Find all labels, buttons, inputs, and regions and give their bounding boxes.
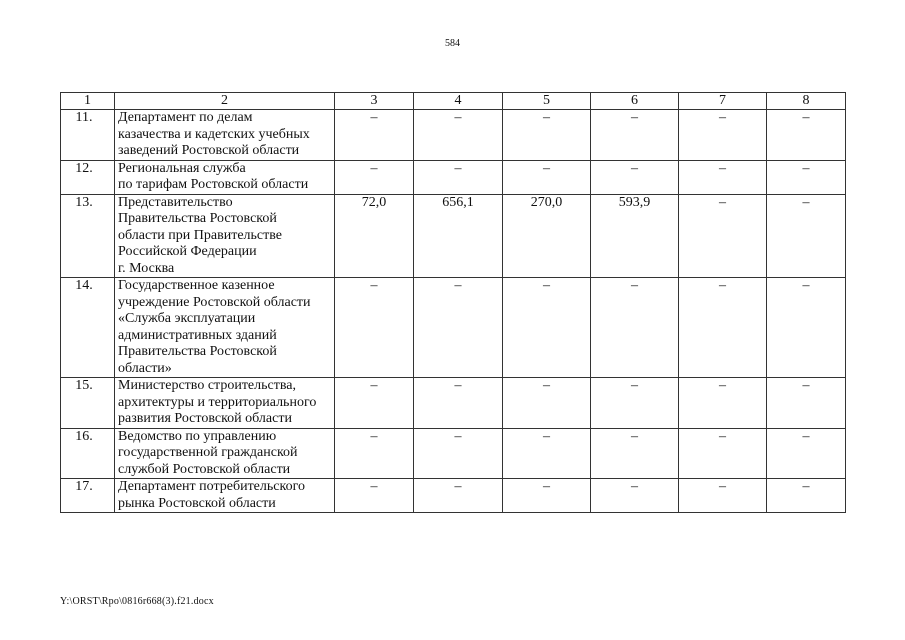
value-cell: – <box>591 278 679 378</box>
table-row <box>61 278 846 378</box>
value-cell: – <box>335 278 414 378</box>
value-cell: – <box>503 428 591 479</box>
value-cell: – <box>414 278 503 378</box>
row-number: 13. <box>61 194 115 278</box>
value-cell: – <box>503 479 591 513</box>
organization-name-line: «Служба эксплуатации <box>118 311 256 326</box>
column-header: 8 <box>767 93 846 110</box>
organization-name-line: архитектуры и территориального <box>118 394 317 410</box>
row-number: 12. <box>61 160 115 194</box>
value-cell: – <box>335 479 414 513</box>
organization-name-line: Правительства Ростовской <box>118 344 277 359</box>
value-cell: – <box>591 378 679 429</box>
row-number: 16. <box>61 428 115 479</box>
column-header: 7 <box>679 93 767 110</box>
value-cell: – <box>414 160 503 194</box>
organization-name-line: государственной гражданской <box>118 445 298 460</box>
column-header: 5 <box>503 93 591 110</box>
organization-name-line: развития Ростовской области <box>118 411 292 426</box>
column-header: 1 <box>61 93 115 110</box>
organization-name-line: области при Правительстве <box>118 227 282 243</box>
column-header: 6 <box>591 93 679 110</box>
value-cell: – <box>679 428 767 479</box>
organization-name-line: Государственное казенное <box>118 278 275 293</box>
value-cell: – <box>414 479 503 513</box>
value-cell: – <box>767 479 846 513</box>
value-cell: – <box>679 479 767 513</box>
organization-name-line: по тарифам Ростовской области <box>118 177 309 192</box>
value-cell: – <box>767 110 846 161</box>
file-path-footer: Y:\ORST\Rpo\0816r668(3).f21.docx <box>60 596 214 607</box>
organization-name-line: Российской Федерации <box>118 244 257 259</box>
value-cell: – <box>767 428 846 479</box>
value-cell: – <box>414 428 503 479</box>
value-cell: – <box>679 378 767 429</box>
organization-name-line: службой Ростовской области <box>118 461 291 477</box>
value-cell: – <box>503 160 591 194</box>
organization-name-line: Региональная служба <box>118 160 246 176</box>
organization-name-line: заведений Ростовской области <box>118 143 300 158</box>
organization-name-line: Министерство строительства, <box>118 378 296 393</box>
data-table <box>60 92 846 513</box>
value-cell: 656,1 <box>414 194 503 278</box>
value-cell: – <box>414 110 503 161</box>
value-cell: – <box>414 378 503 429</box>
value-cell: 270,0 <box>503 194 591 278</box>
value-cell: – <box>591 428 679 479</box>
value-cell: – <box>335 428 414 479</box>
value-cell: – <box>767 278 846 378</box>
value-cell: 72,0 <box>335 194 414 278</box>
table-row <box>61 428 846 479</box>
table-row <box>61 160 846 194</box>
value-cell: – <box>767 160 846 194</box>
value-cell: 593,9 <box>591 194 679 278</box>
column-header: 4 <box>414 93 503 110</box>
organization-name-line: Ведомство по управлению <box>118 428 277 444</box>
value-cell: – <box>767 378 846 429</box>
column-header: 2 <box>115 93 335 110</box>
row-number: 11. <box>61 110 115 161</box>
page-number: 584 <box>445 38 460 49</box>
organization-name <box>115 378 335 429</box>
organization-name-line: области» <box>118 360 172 376</box>
value-cell: – <box>503 378 591 429</box>
row-number: 17. <box>61 479 115 513</box>
organization-name-line: г. Москва <box>118 260 175 276</box>
organization-name-line: Представительство <box>118 194 233 210</box>
value-cell: – <box>591 479 679 513</box>
organization-name <box>115 110 335 161</box>
organization-name-line: Правительства Ростовской <box>118 211 277 226</box>
value-cell: – <box>503 278 591 378</box>
row-number: 15. <box>61 378 115 429</box>
organization-name <box>115 479 335 513</box>
organization-name-line: рынка Ростовской области <box>118 495 276 511</box>
value-cell: – <box>679 160 767 194</box>
value-cell: – <box>335 160 414 194</box>
row-number: 14. <box>61 278 115 378</box>
table-row <box>61 110 846 161</box>
column-header: 3 <box>335 93 414 110</box>
organization-name-line: административных зданий <box>118 327 277 343</box>
organization-name-line: казачества и кадетских учебных <box>118 126 310 142</box>
table-header-row <box>61 93 846 110</box>
organization-name <box>115 160 335 194</box>
value-cell: – <box>679 110 767 161</box>
table-row <box>61 479 846 513</box>
organization-name-line: учреждение Ростовской области <box>118 294 311 310</box>
value-cell: – <box>591 110 679 161</box>
value-cell: – <box>335 110 414 161</box>
organization-name <box>115 278 335 378</box>
organization-name-line: Департамент по делам <box>118 110 253 125</box>
value-cell: – <box>767 194 846 278</box>
value-cell: – <box>679 278 767 378</box>
table-row <box>61 378 846 429</box>
organization-name <box>115 194 335 278</box>
organization-name-line: Департамент потребительского <box>118 479 305 494</box>
value-cell: – <box>503 110 591 161</box>
value-cell: – <box>335 378 414 429</box>
organization-name <box>115 428 335 479</box>
value-cell: – <box>591 160 679 194</box>
table-row <box>61 194 846 278</box>
value-cell: – <box>679 194 767 278</box>
